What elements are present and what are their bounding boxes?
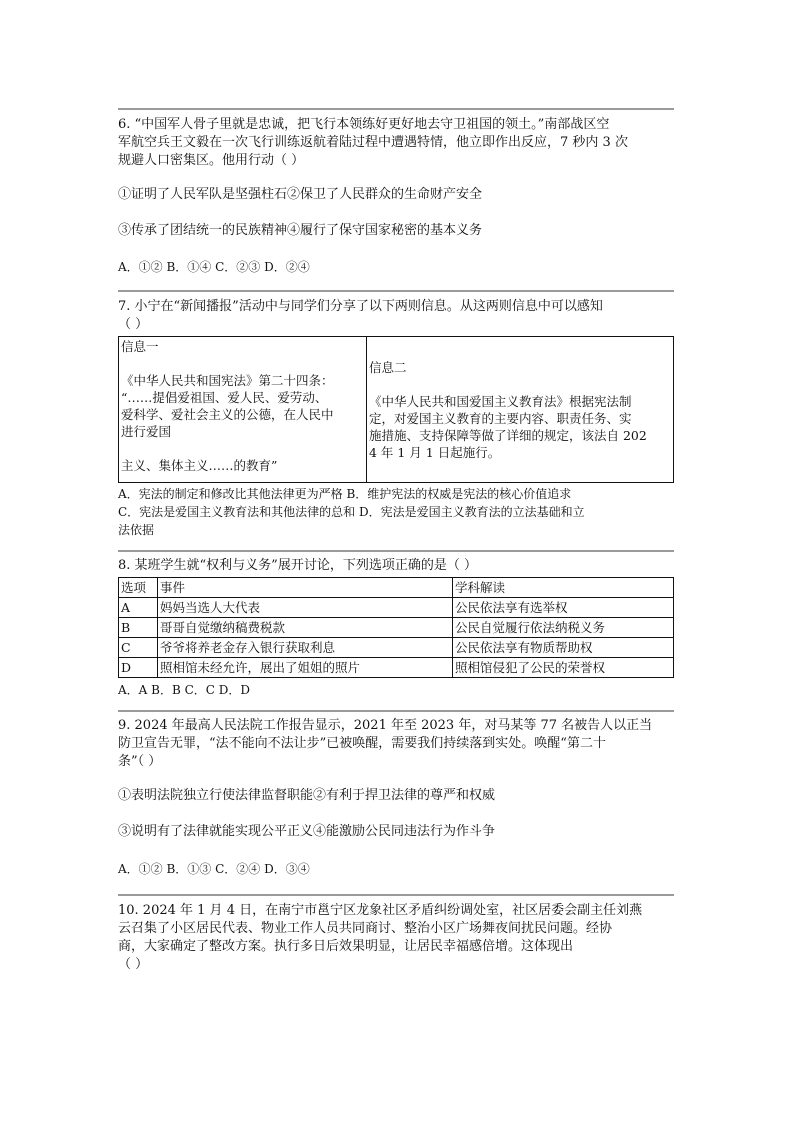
q7-info-table [118,336,674,483]
q7-info2-line-2: 定，对爱国主义教育的主要内容、职责任务、实 [369,410,632,426]
q9-stem-line-3: 条”（ ） [118,754,162,769]
divider-q10 [118,894,674,896]
q6-statements-2: ③传承了团结统一的民族精神④履行了保守国家秘密的基本义务 [118,223,483,238]
q7-info1-tail: 主义、集体主义……的教育” [121,458,278,473]
question-8 [118,557,674,698]
q7-info2-title: 信息二 [369,359,407,375]
table-cell: 爷爷将养老金存入银行获取利息 [158,638,453,658]
table-cell: 公民自觉履行依法纳税义务 [453,618,674,638]
q8-options: A．A B．B C．C D．D [118,683,251,697]
table-cell: 妈妈当选人大代表 [158,598,453,618]
question-9 [118,717,674,877]
q7-info1-line-3: 爱科学、爱社会主义的公德，在人民中 [121,407,334,422]
q9-options: A．①② B．①③ C．②④ D．③④ [118,862,310,876]
table-header-row [119,578,674,598]
q8-stem: 8. 某班学生就“权利与义务”展开讨论，下列选项正确的是（ ） [118,558,477,573]
table-row [119,638,674,658]
q7-info2-line-1: 《中华人民共和国爱国主义教育法》根据宪法制 [369,393,632,409]
divider-q9 [118,710,674,712]
question-7 [118,298,674,538]
q9-statements-2: ③说明有了法律就能实现公平正义④能激励公民同违法行为作斗争 [118,824,496,839]
table-cell: 公民依法享有选举权 [453,598,674,618]
q7-info2-line-3: 施措施、支持保障等做了详细的规定，该法自 202 [369,427,647,443]
table-cell: B [119,618,158,638]
table-row [119,598,674,618]
divider-q6 [118,108,674,110]
q7-info2-cell [367,337,674,483]
table-row [119,618,674,638]
table-header-cell: 事件 [158,578,453,598]
q10-stem-line-3: 商，大家确定了整改方案。执行多日后效果明显，让居民幸福感倍增。这体现出 [118,939,574,954]
q7-stem-line-2: （ ） [118,317,149,332]
table-header-cell: 学科解读 [453,578,674,598]
table-cell: 照相馆侵犯了公民的荣誉权 [453,658,674,678]
q9-stem-line-2: 防卫宣告无罪，“法不能向不法让步”已被唤醒，需要我们持续落到实处。唤醒“第二十 [118,736,606,751]
q6-stem-line-1: 6. “中国军人骨子里就是忠诚，把飞行本领练好更好地去守卫祖国的领土。”南部战区空 [118,117,610,132]
question-10 [118,902,674,974]
q10-stem-line-1: 10. 2024 年 1 月 4 日，在南宁市邕宁区龙象社区矛盾纠纷调处室，社区居委会副主任刘燕 [118,903,643,918]
q6-stem-line-2: 军航空兵王文毅在一次飞行训练返航着陆过程中遭遇特情，他立即作出反应，7 秒内 3 次 [118,135,628,150]
q8-options-table [118,577,674,678]
q10-stem-line-2: 云召集了小区居民代表、物业工作人员共同商讨、整治小区广场舞夜间扰民问题。经协 [118,921,613,936]
table-cell: 哥哥自觉缴纳稿费税款 [158,618,453,638]
table-cell: D [119,658,158,678]
q7-info1-line-2: “……提倡爱祖国、爱人民、爱劳动、 [121,390,328,405]
q6-statements-1: ①证明了人民军队是坚强柱石②保卫了人民群众的生命财产安全 [118,187,483,202]
q7-info1-line-1: 《中华人民共和国宪法》第二十四条： [121,373,334,388]
q7-info1-cell [119,337,367,483]
q9-statements-1: ①表明法院独立行使法律监督职能②有利于捍卫法律的尊严和权威 [118,788,496,803]
question-6 [118,116,674,275]
table-row [119,658,674,678]
table-cell: 照相馆未经允许，展出了姐姐的照片 [158,658,453,678]
q7-info2-line-4: 4 年 1 月 1 日起施行。 [369,444,501,460]
q7-options-line-1: A．宪法的制定和修改比其他法律更为严格 B．维护宪法的权威是宪法的核心价值追求 [118,487,572,501]
q7-options-line-2: C．宪法是爱国主义教育法和其他法律的总和 D．宪法是爱国主义教育法的立法基础和立 [118,505,585,519]
divider-q8 [118,550,674,552]
table-cell: C [119,638,158,658]
q10-stem-line-4: （ ） [118,957,149,972]
table-header-cell: 选项 [119,578,158,598]
table-cell: 公民依法享有物质帮助权 [453,638,674,658]
q7-stem-line-1: 7. 小宁在“新闻播报”活动中与同学们分享了以下两则信息。从这两则信息中可以感知 [118,299,603,314]
q7-options-line-3: 法依据 [118,523,155,537]
q7-info1-line-4: 进行爱国 [121,424,172,439]
q6-stem-line-3: 规避人口密集区。他用行动（ ） [118,153,305,168]
q6-options: A．①② B．①④ C．②③ D．②④ [118,260,310,274]
table-cell: A [119,598,158,618]
divider-q7 [118,290,674,292]
q9-stem-line-1: 9. 2024 年最高人民法院工作报告显示，2021 年至 2023 年，对马某等 77 名被告人以正当 [118,718,653,733]
q7-info1-title: 信息一 [121,339,159,354]
